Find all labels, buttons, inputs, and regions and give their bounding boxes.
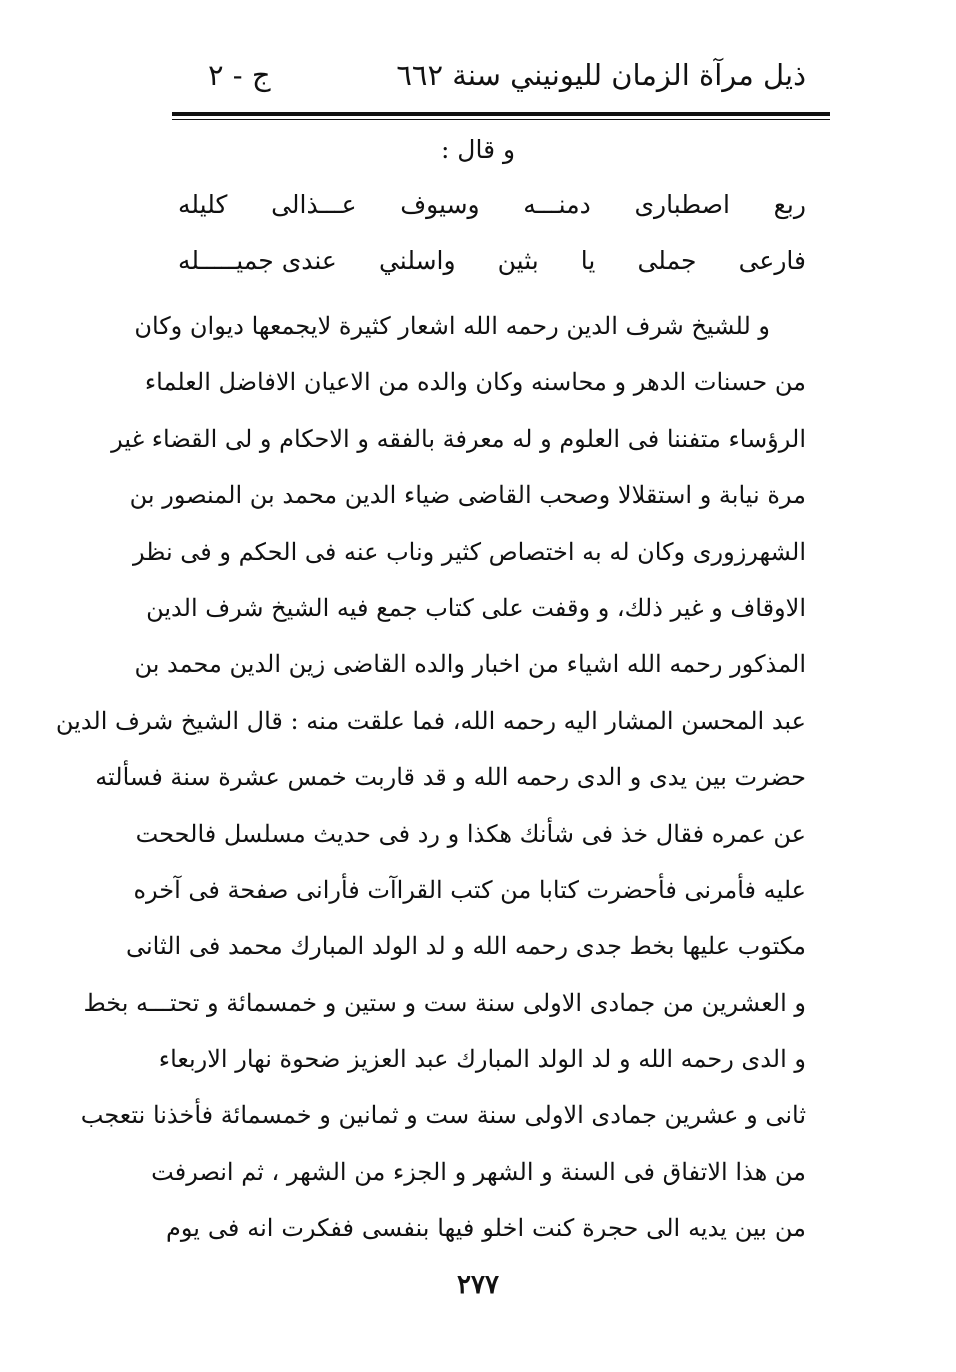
verse-word: بثين xyxy=(497,246,539,275)
verse-word: يا xyxy=(580,246,596,275)
text-line: و للشيخ شرف الدين رحمه الله اشعار كثيرة لايجمعها ديوان وكان xyxy=(134,312,770,340)
text-line: و الدى رحمه الله و لد الولد المبارك عبد العزيز ضحوة نهار الاربعاء xyxy=(158,1045,806,1074)
text-line: المذكور رحمه الله اشياء من اخبار والده القاضى زين الدين محمد بن xyxy=(134,650,806,679)
text-line: من بين يديه الى حجرة كنت اخلو فيها بنفسى ففكرت انه فى يوم xyxy=(166,1214,806,1243)
verse-word: واسلني xyxy=(378,246,456,275)
text-line: الشهرزورى وكان له به اختصاص كثير وناب عنه فى الحكم و فى نظر xyxy=(133,537,806,566)
verse-line xyxy=(178,190,806,219)
text-line: من هذا الاتفاق فى السنة و الشهر و الجزء من الشهر ، ثم انصرفت xyxy=(151,1157,806,1186)
verse-word: عندى جميـــــله xyxy=(178,246,337,275)
text-line: و العشرين من جمادى الاولى سنة ست و ستين و خمسمائة و تحتـــه بخط xyxy=(83,988,806,1017)
text-line: عبد المحسن المشار اليه رحمه الله، فما علقت منه : قال الشيخ شرف الدين xyxy=(55,706,806,735)
text-line: عليه فأمرنى فأحضرت كتابا من كتب القراآت فأرانى صفحة فى آخره xyxy=(133,875,806,904)
verse-word: اصطبارى xyxy=(634,190,730,219)
verse-line xyxy=(178,246,806,275)
poem-intro: و قال : xyxy=(440,135,516,164)
verse-word: جملى xyxy=(637,246,697,275)
verse-word: وسيوف xyxy=(400,190,480,219)
text-line: مكتوب عليها بخط جدى رحمه الله و لد الولد المبارك محمد فى الثانى xyxy=(126,932,806,961)
verse-word: كليله xyxy=(178,190,228,219)
text-line: عن عمره فقال خذ فى شأنك هكذا و رد فى حديث مسلسل فالححت xyxy=(135,819,806,848)
verse-word: عـــذالى xyxy=(271,190,357,219)
verse-word: دمنـــه xyxy=(523,190,591,219)
running-head-volume: ج - ٢ xyxy=(208,58,271,92)
body-text xyxy=(55,298,806,1257)
verse-word: ربع xyxy=(773,190,806,219)
verse-word: فارعى xyxy=(738,246,806,275)
text-line: الاوقاف و غير ذلك، و وقفت على كتاب جمع فيه الشيخ شرف الدين xyxy=(146,593,806,622)
running-head-title: ذيل مرآة الزمان لليونيني سنة ٦٦٢ xyxy=(396,58,806,92)
text-line: مرة نيابة و استقلالا وصحب القاضى ضياء الدين محمد بن المنصور بن xyxy=(129,481,806,510)
text-line: ثانى و عشرين جمادى الاولى سنة ست و ثمانين و خمسمائة فأخذنا نتعجب xyxy=(80,1101,806,1130)
header-rule-thin xyxy=(172,119,830,120)
text-line: الرؤساء متفننا فى العلوم و له معرفة بالفقه و الاحكام و لى القضاء غير xyxy=(111,424,806,453)
text-line: من حسنات الدهر و محاسنه وكان والده من الاعيان الافاضل العلماء xyxy=(144,368,806,397)
header-rule-thick xyxy=(172,112,830,116)
page-number: ٢٧٧ xyxy=(457,1270,499,1300)
text-line: حضرت بين يدى و الدى رحمه الله و قد قاربت خمس عشرة سنة فسألته xyxy=(95,763,806,792)
